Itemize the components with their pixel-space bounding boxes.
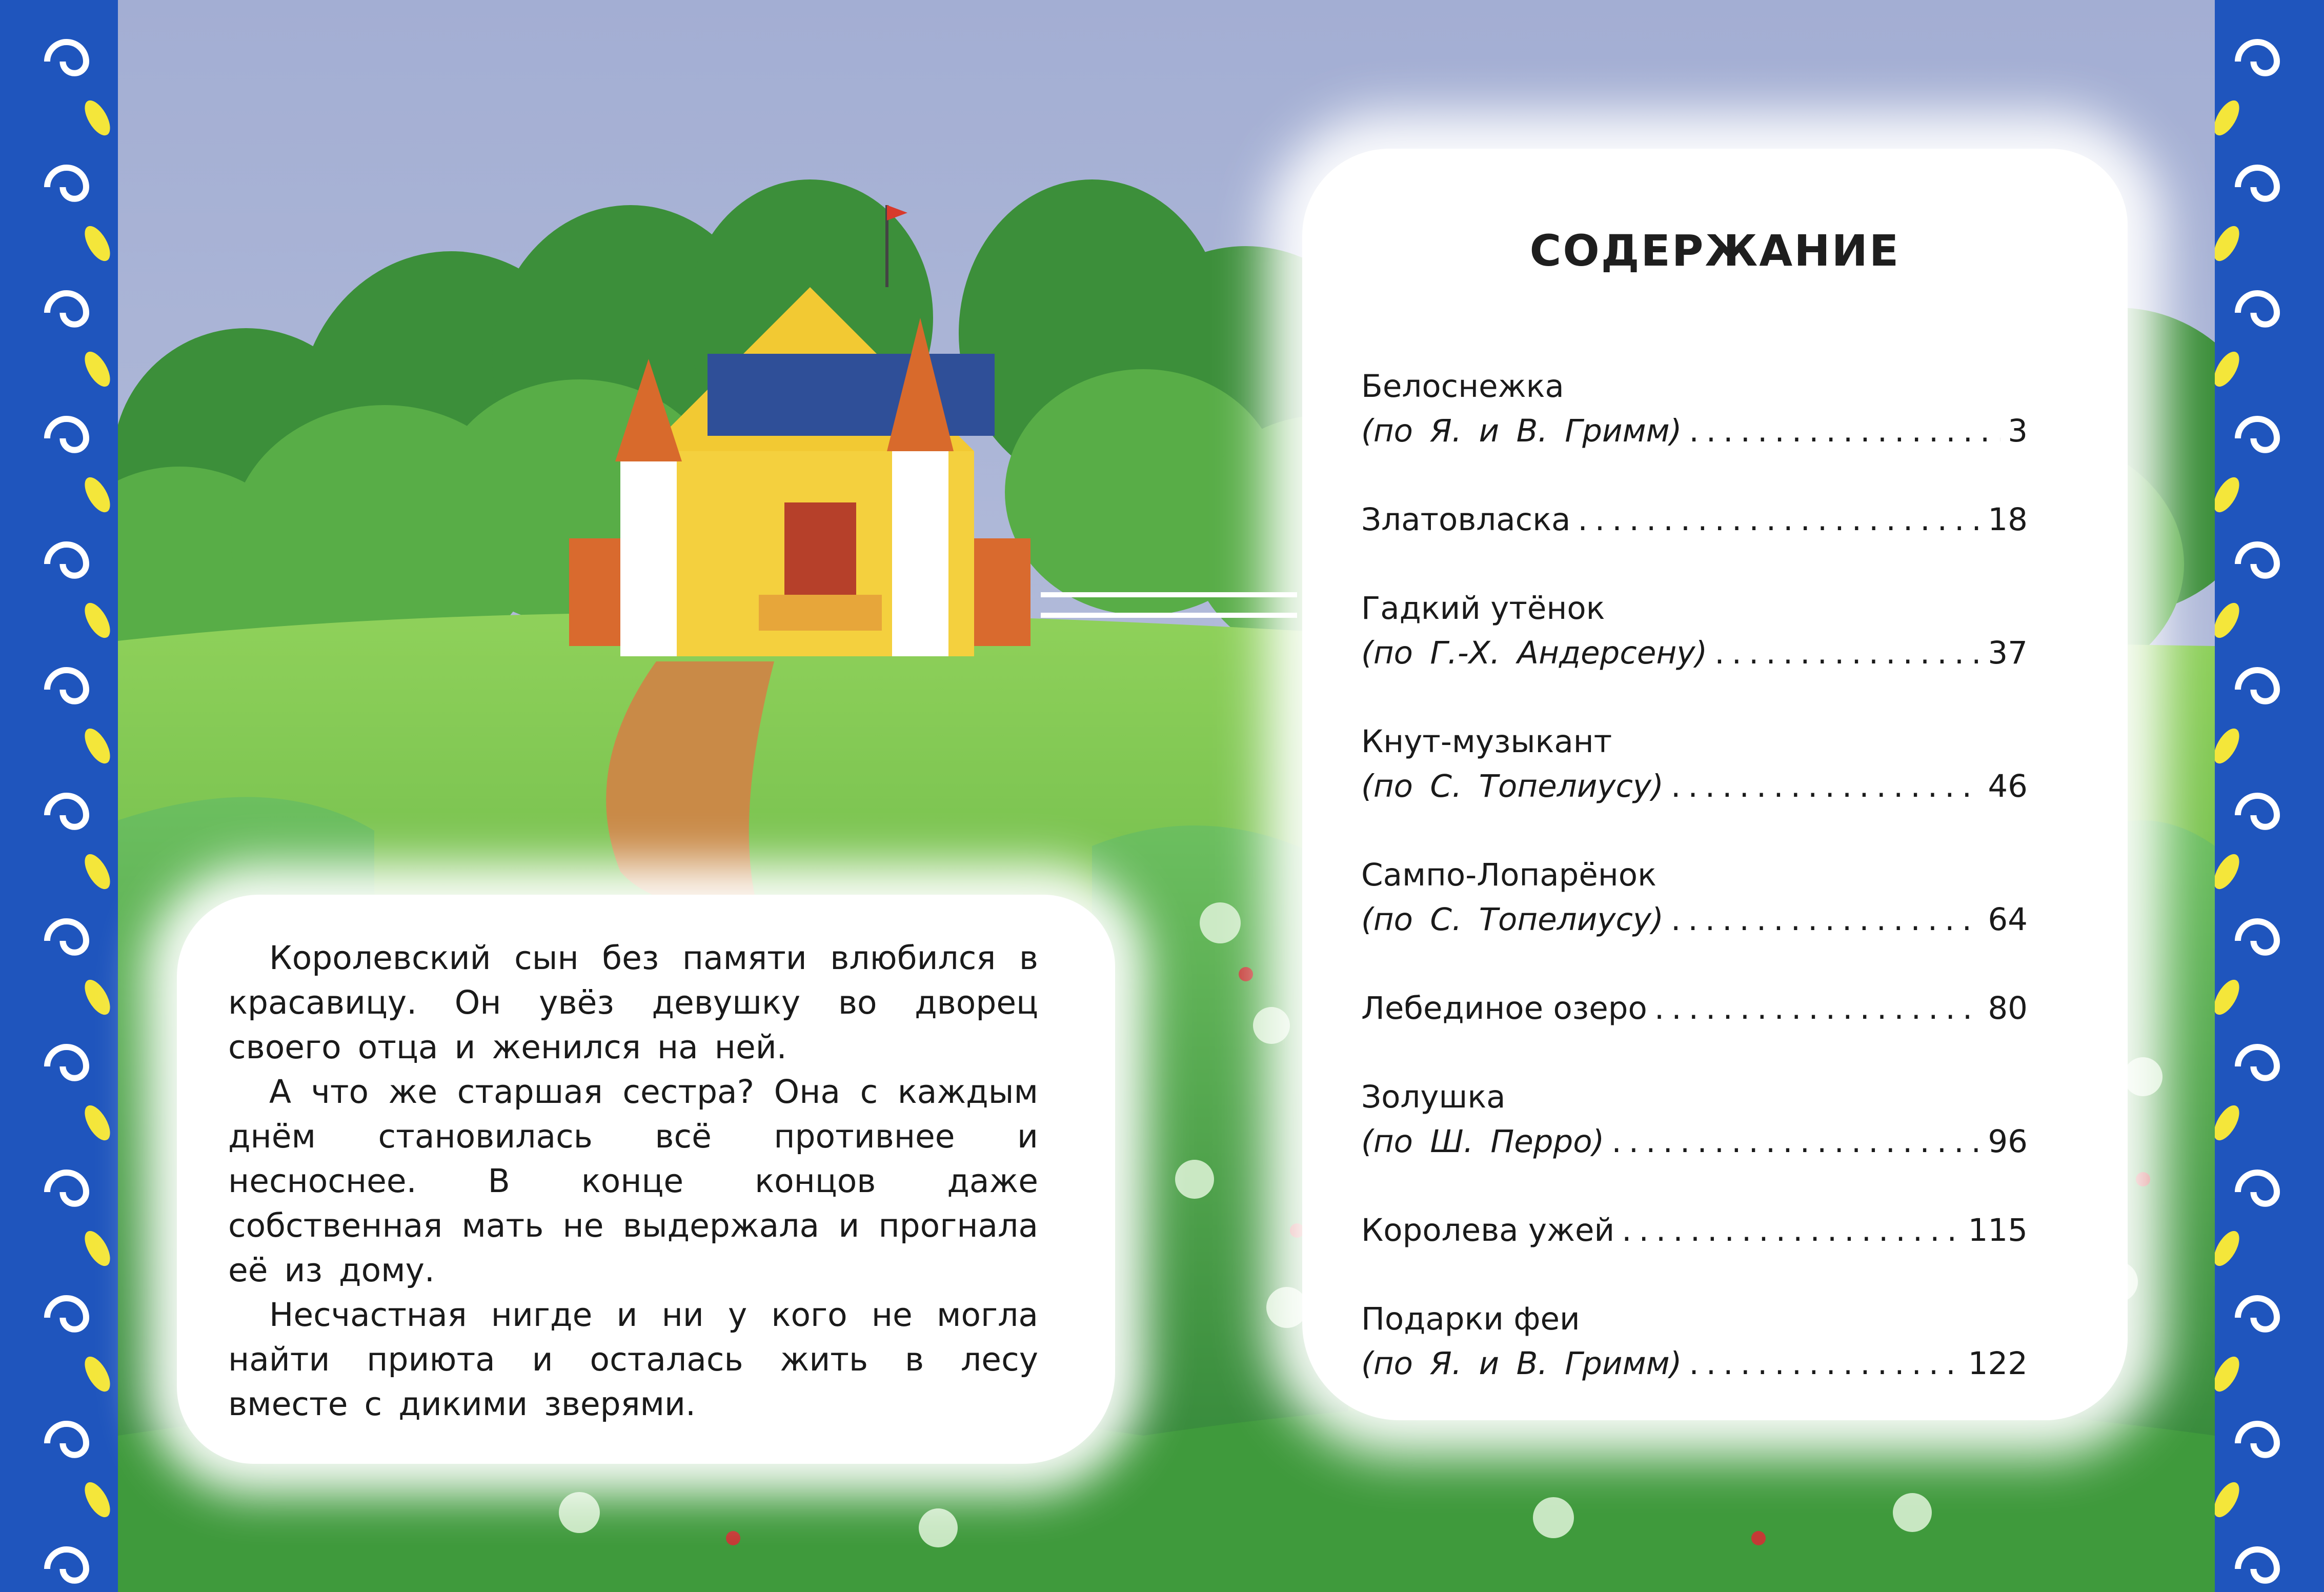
toc-entry-title: Подарки феи	[1361, 1301, 1580, 1337]
story-paragraph: Несчастная нигде и ни у кого не могла найти приюта и осталась жить в лесу вместе с дикими зверями.	[228, 1296, 1038, 1423]
toc-entry[interactable]	[1361, 497, 2028, 542]
toc-entry-page: 18	[1988, 501, 2028, 538]
toc-entry-title: Королева ужей	[1361, 1212, 1615, 1248]
toc-entry-title: Золушка	[1361, 1079, 1506, 1115]
story-paragraph: А что же старшая сестра? Она с каждым днём становилась всё противнее и несноснее. В конце концов даже собственная мать не выдержала и прогнала её из дому.	[228, 1073, 1038, 1289]
toc-leader-dots	[1671, 764, 1981, 809]
toc-entry-title: Кнут-музыкант	[1361, 723, 1612, 760]
toc-entry[interactable]	[1361, 364, 2028, 453]
toc-leader-dots	[1654, 986, 1981, 1031]
toc-leader-dots	[1689, 409, 2000, 453]
toc-leader-dots	[1671, 897, 1981, 942]
toc-entry-page: 96	[1988, 1123, 2028, 1160]
toc-entry-page: 64	[1988, 901, 2028, 938]
toc-entry-title: Сампо-Лопарёнок	[1361, 857, 1656, 893]
toc-entry-author: (по Я. и В. Гримм)	[1361, 413, 1682, 449]
toc-leader-dots	[1611, 1119, 1981, 1164]
toc-entry[interactable]	[1361, 586, 2028, 675]
toc-leader-dots	[1578, 497, 1981, 542]
toc-entry[interactable]	[1361, 719, 2028, 809]
toc-entry-page: 122	[1968, 1345, 2028, 1382]
toc-entry-author: (по Я. и В. Гримм)	[1361, 1345, 1682, 1382]
toc-entry-author: (по Ш. Перро)	[1361, 1123, 1605, 1160]
toc-entry-author: (по Г.-Х. Андерсену)	[1361, 635, 1708, 671]
table-of-contents-panel	[1302, 149, 2128, 1420]
story-text	[228, 936, 1038, 1426]
toc-leader-dots	[1622, 1208, 1961, 1253]
toc-entry[interactable]	[1361, 1075, 2028, 1164]
toc-entry-page: 3	[2008, 413, 2028, 449]
toc-entry-title: Гадкий утёнок	[1361, 590, 1605, 627]
toc-entry-author: (по С. Топелиусу)	[1361, 768, 1664, 804]
story-text-panel	[177, 895, 1115, 1464]
toc-entry-page: 46	[1988, 768, 2028, 804]
toc-leader-dots	[1714, 631, 1981, 675]
toc-entry-page: 37	[1988, 635, 2028, 671]
toc-entry-page: 80	[1988, 990, 2028, 1026]
toc-entry[interactable]	[1361, 853, 2028, 942]
toc-entry-title: Лебединое озеро	[1361, 990, 1647, 1026]
toc-entry[interactable]	[1361, 1208, 2028, 1253]
toc-entry-page: 115	[1968, 1212, 2028, 1248]
toc-entry[interactable]	[1361, 1297, 2028, 1386]
toc-list	[1361, 364, 2028, 1430]
toc-entry[interactable]	[1361, 986, 2028, 1031]
toc-title: СОДЕРЖАНИЕ	[1529, 226, 1901, 276]
toc-entry-title: Златовласка	[1361, 501, 1571, 538]
story-paragraph: Королевский сын без памяти влюбился в красавицу. Он увёз девушку во дворец своего отца и женился на ней.	[228, 939, 1038, 1066]
toc-entry-author: (по С. Топелиусу)	[1361, 901, 1664, 938]
toc-leader-dots	[1689, 1341, 1961, 1386]
toc-entry-title: Белоснежка	[1361, 368, 1564, 405]
